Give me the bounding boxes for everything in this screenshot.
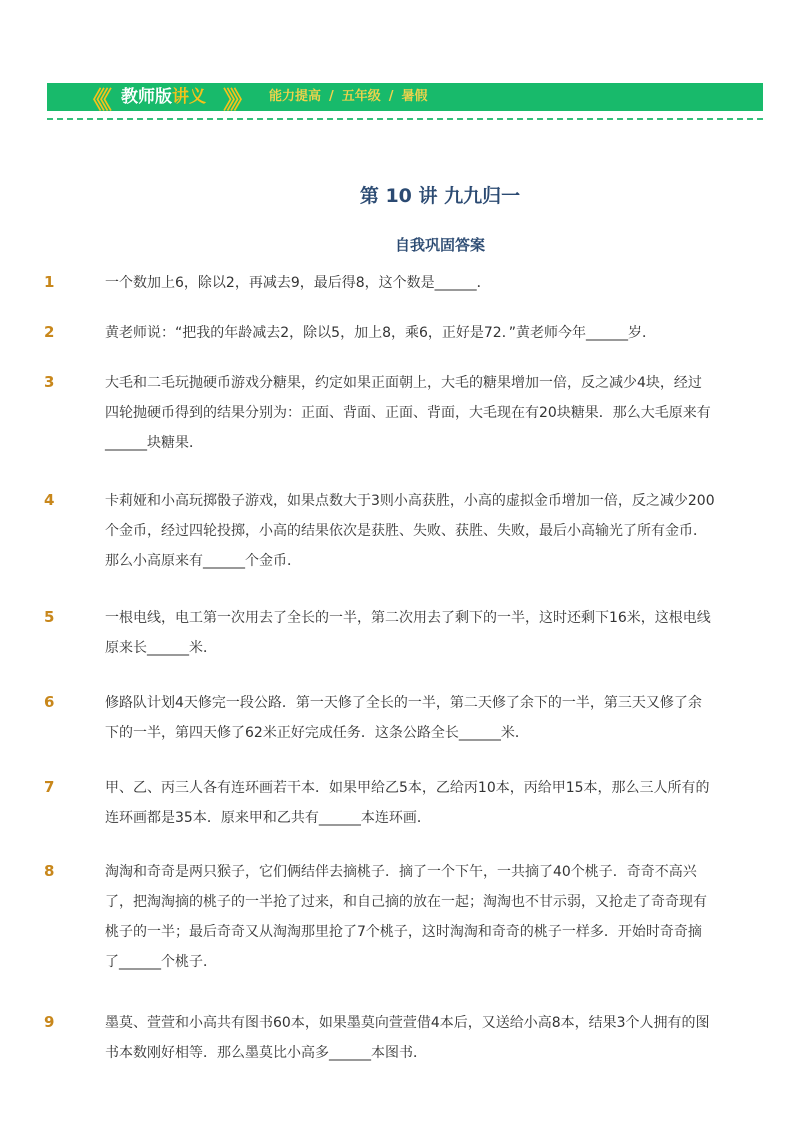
question-number: 9	[44, 1013, 55, 1031]
chevron-left-icon: 《《	[81, 85, 107, 114]
question-text: 黄老师说：“把我的年龄减去2，除以5，加上8，乘6，正好是72．”黄老师今年______岁．	[105, 325, 656, 341]
breadcrumb-separator: /	[329, 89, 334, 104]
question-number: 4	[44, 491, 55, 509]
question-text: 卡莉娅和小高玩掷骰子游戏，如果点数大于3则小高获胜，小高的虚拟金币增加一倍，反之减少200个金币，经过四轮投掷，小高的结果依次是获胜、失败、获胜、失败，最后小高输光了所有金币．那么小高原来有______个金币．	[105, 493, 715, 569]
question-text: 大毛和二毛玩抛硬币游戏分糖果，约定如果正面朝上，大毛的糖果增加一倍，反之减少4块，经过四轮抛硬币得到的结果分别为：正面、背面、正面、背面，大毛现在有20块糖果．那么大毛原来有______块糖果．	[105, 375, 711, 451]
question-text: 甲、乙、丙三人各有连环画若干本．如果甲给乙5本，乙给丙10本，丙给甲15本，那么三人所有的连环画都是35本．原来甲和乙共有______本连环画．	[105, 780, 710, 826]
question-text: 墨莫、萱萱和小高共有图书60本，如果墨莫向萱萱借4本后，又送给小高8本，结果3个人拥有的图书本数刚好相等．那么墨莫比小高多______本图书．	[105, 1015, 710, 1061]
question-number: 7	[44, 778, 55, 796]
header-divider	[47, 118, 763, 120]
header-bar	[47, 83, 763, 114]
page-title: 第 10 讲 九九归一	[359, 185, 521, 207]
brand-title	[121, 83, 206, 111]
chevron-right-icon: 》》	[223, 85, 249, 114]
question-text: 修路队计划4天修完一段公路．第一天修了全长的一半，第二天修了余下的一半，第三天又修了余下的一半，第四天修了62米正好完成任务．这条公路全长______米．	[105, 695, 702, 741]
question-number: 3	[44, 373, 55, 391]
breadcrumb-item: 暑假	[401, 89, 428, 104]
brand-main: 教师版	[121, 87, 172, 107]
breadcrumb-item: 五年级	[341, 89, 381, 104]
page-subtitle: 自我巩固答案	[394, 236, 485, 254]
breadcrumb-item: 能力提高	[269, 89, 322, 104]
question-text: 一个数加上6，除以2，再减去9，最后得8，这个数是______．	[105, 275, 491, 291]
question-number: 2	[44, 323, 55, 341]
brand-accent: 讲义	[172, 87, 206, 107]
question-text: 淘淘和奇奇是两只猴子，它们俩结伴去摘桃子．摘了一个下午，一共摘了40个桃子．奇奇不高兴了，把淘淘摘的桃子的一半抢了过来，和自己摘的放在一起；淘淘也不甘示弱，又抢走了奇奇现有桃子的一半；最后奇奇又从淘淘那里抢了7个桃子，这时淘淘和奇奇的桃子一样多．开始时奇奇摘了______个桃子．	[105, 864, 707, 970]
question-text: 一根电线，电工第一次用去了全长的一半，第二次用去了剩下的一半，这时还剩下16米，这根电线原来长______米．	[105, 610, 711, 656]
question-number: 8	[44, 862, 55, 880]
breadcrumb	[269, 83, 428, 111]
question-number: 5	[44, 608, 55, 626]
question-number: 1	[44, 273, 55, 291]
question-number: 6	[44, 693, 55, 711]
breadcrumb-separator: /	[388, 89, 394, 104]
